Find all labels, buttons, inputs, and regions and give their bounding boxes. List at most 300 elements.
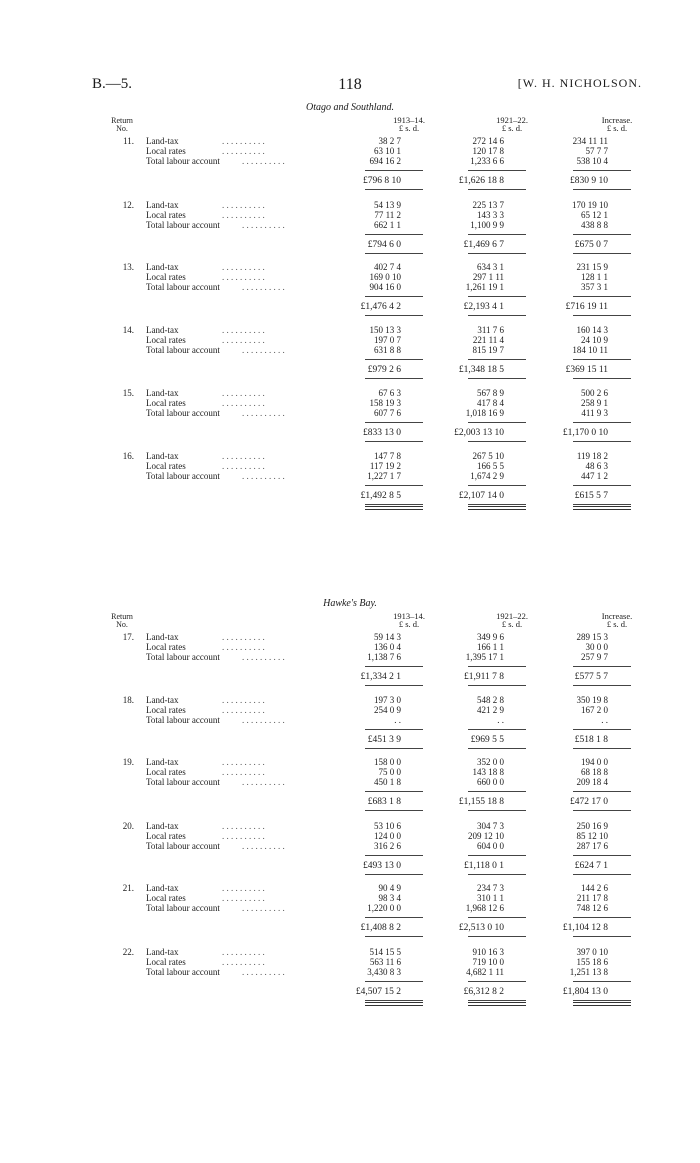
rule-line xyxy=(468,422,526,423)
leader-dots: . . . . . . . . . . xyxy=(242,903,285,913)
rule-line xyxy=(573,234,631,235)
table-cell: 155 18 6 xyxy=(576,957,608,967)
author-name: [W. H. NICHOLSON. xyxy=(517,76,642,90)
table-cell: 1,968 12 6 xyxy=(465,903,504,913)
rule-line xyxy=(468,810,526,811)
table-cell: 98 3 4 xyxy=(378,893,401,903)
rule-line xyxy=(468,855,526,856)
leader-dots: . . . . . . . . . . xyxy=(222,757,265,767)
return-number: 22. xyxy=(122,947,134,957)
leader-dots: . . . . . . . . . . xyxy=(222,451,265,461)
table-cell: 1,220 0 0 xyxy=(367,903,401,913)
table-cell: 1,233 6 6 xyxy=(470,156,504,166)
table-cell: 662 1 1 xyxy=(374,220,401,230)
total-cell: £577 5 7 xyxy=(574,672,608,682)
rule-line xyxy=(468,189,526,190)
total-cell: £979 2 6 xyxy=(367,365,401,375)
rule-line xyxy=(365,315,423,316)
table-cell: 150 13 3 xyxy=(369,325,401,335)
table-cell: 4,682 1 11 xyxy=(466,967,504,977)
table-cell: 352 0 0 xyxy=(477,757,504,767)
total-cell: £833 13 0 xyxy=(363,428,401,438)
table-cell: 63 10 1 xyxy=(374,146,401,156)
row-label: Land-tax xyxy=(146,821,179,831)
total-cell: £6,312 8 2 xyxy=(463,987,504,997)
rule-line xyxy=(468,234,526,235)
return-number: 19. xyxy=(122,757,134,767)
row-label: Land-tax xyxy=(146,695,179,705)
rule-line xyxy=(468,485,526,486)
leader-dots: . . . . . . . . . . xyxy=(242,967,285,977)
table-cell: 397 0 10 xyxy=(576,947,608,957)
row-label: Land-tax xyxy=(146,451,179,461)
row-label: Total labour account xyxy=(146,967,220,977)
table-cell: 607 7 6 xyxy=(374,408,401,418)
table-cell: 904 16 0 xyxy=(369,282,401,292)
rule-line xyxy=(573,504,631,505)
table-cell: 166 1 1 xyxy=(477,642,504,652)
leader-dots: . . . . . . . . . . xyxy=(222,831,265,841)
rule-line xyxy=(365,441,423,442)
return-label: Return xyxy=(111,116,133,125)
rule-line xyxy=(573,791,631,792)
table-cell: 538 10 4 xyxy=(576,156,608,166)
total-cell: £1,492 8 5 xyxy=(360,491,401,501)
total-cell: £716 19 11 xyxy=(565,302,608,312)
return-number: 21. xyxy=(122,883,134,893)
leader-dots: . . . . . . . . . . xyxy=(222,947,265,957)
table-cell: 117 19 2 xyxy=(369,461,401,471)
units-header: £ s. d. xyxy=(398,619,420,629)
leader-dots: . . . . . . . . . . xyxy=(222,705,265,715)
total-cell: £1,626 18 8 xyxy=(458,176,504,186)
leader-dots: . . . . . . . . . . xyxy=(222,398,265,408)
return-number: 15. xyxy=(122,388,134,398)
rule-line xyxy=(365,791,423,792)
leader-dots: . . . . . . . . . . xyxy=(242,282,285,292)
total-cell: £2,513 0 10 xyxy=(458,923,504,933)
return-number: 17. xyxy=(122,632,134,642)
rule-line xyxy=(365,729,423,730)
total-cell: £2,107 14 0 xyxy=(458,491,504,501)
double-rule xyxy=(365,506,423,510)
table-cell: 514 15 5 xyxy=(369,947,401,957)
leader-dots: . . . . . . . . . . xyxy=(222,136,265,146)
leader-dots: . . . . . . . . . . xyxy=(242,345,285,355)
row-label: Local rates xyxy=(146,957,186,967)
table-cell: 48 6 3 xyxy=(585,461,608,471)
column-header: 1921–22. xyxy=(496,611,528,621)
rule-line xyxy=(573,253,631,254)
rule-line xyxy=(365,189,423,190)
leader-dots: . . . . . . . . . . xyxy=(222,695,265,705)
return-number: 16. xyxy=(122,451,134,461)
return-label: Return xyxy=(111,612,133,621)
rule-line xyxy=(468,917,526,918)
table-cell: . . xyxy=(497,715,504,725)
table-cell: 910 16 3 xyxy=(472,947,504,957)
rule-line xyxy=(365,1000,423,1001)
units-header: £ s. d. xyxy=(606,123,628,133)
total-cell: £1,911 7 8 xyxy=(463,672,504,682)
rule-line xyxy=(468,1000,526,1001)
total-cell: £1,804 13 0 xyxy=(562,987,608,997)
rule-line xyxy=(573,810,631,811)
table-cell: 438 8 8 xyxy=(581,220,608,230)
rule-line xyxy=(573,296,631,297)
leader-dots: . . . . . . . . . . xyxy=(222,335,265,345)
no-label: No. xyxy=(116,620,128,629)
table-cell: 719 10 0 xyxy=(472,957,504,967)
table-cell: 65 12 1 xyxy=(581,210,608,220)
table-cell: 257 9 7 xyxy=(581,652,608,662)
rule-line xyxy=(573,378,631,379)
rule-line xyxy=(468,748,526,749)
leader-dots: . . . . . . . . . . xyxy=(242,156,285,166)
table-cell: 563 11 6 xyxy=(369,957,401,967)
row-label: Land-tax xyxy=(146,388,179,398)
total-cell: £493 13 0 xyxy=(363,861,401,871)
table-cell: 225 13 7 xyxy=(472,200,504,210)
table-cell: 197 3 0 xyxy=(374,695,401,705)
total-cell: £624 7 1 xyxy=(574,861,608,871)
leader-dots: . . . . . . . . . . xyxy=(222,821,265,831)
units-header: £ s. d. xyxy=(606,619,628,629)
table-cell: 402 7 4 xyxy=(374,262,401,272)
table-cell: 604 0 0 xyxy=(477,841,504,851)
table-cell: 310 1 1 xyxy=(477,893,504,903)
leader-dots: . . . . . . . . . . xyxy=(222,461,265,471)
row-label: Total labour account xyxy=(146,777,220,787)
rule-line xyxy=(365,485,423,486)
rule-line xyxy=(468,666,526,667)
table-cell: 170 19 10 xyxy=(572,200,608,210)
rule-line xyxy=(365,855,423,856)
rule-line xyxy=(468,359,526,360)
table-cell: 1,100 9 9 xyxy=(470,220,504,230)
leader-dots: . . . . . . . . . . xyxy=(222,767,265,777)
table-cell: 1,018 16 9 xyxy=(465,408,504,418)
row-label: Total labour account xyxy=(146,408,220,418)
table-cell: 75 0 0 xyxy=(378,767,401,777)
rule-line xyxy=(573,1000,631,1001)
rule-line xyxy=(365,378,423,379)
table-cell: 567 8 9 xyxy=(477,388,504,398)
double-rule xyxy=(573,506,631,510)
table-cell: . . xyxy=(601,715,608,725)
row-label: Total labour account xyxy=(146,471,220,481)
table-cell: 57 7 7 xyxy=(585,146,608,156)
table-cell: 53 10 6 xyxy=(374,821,401,831)
row-label: Local rates xyxy=(146,893,186,903)
rule-line xyxy=(468,981,526,982)
leader-dots: . . . . . . . . . . xyxy=(222,957,265,967)
rule-line xyxy=(365,685,423,686)
leader-dots: . . . . . . . . . . xyxy=(242,715,285,725)
table-cell: 411 9 3 xyxy=(581,408,608,418)
table-cell: 316 2 6 xyxy=(374,841,401,851)
rule-line xyxy=(573,729,631,730)
table-cell: 447 1 2 xyxy=(581,471,608,481)
table-cell: 258 9 1 xyxy=(581,398,608,408)
table-cell: 500 2 6 xyxy=(581,388,608,398)
units-header: £ s. d. xyxy=(501,619,523,629)
rule-line xyxy=(468,378,526,379)
table-cell: 158 19 3 xyxy=(369,398,401,408)
leader-dots: . . . . . . . . . . xyxy=(242,408,285,418)
row-label: Local rates xyxy=(146,272,186,282)
leader-dots: . . . . . . . . . . xyxy=(222,632,265,642)
table-cell: 68 18 8 xyxy=(581,767,608,777)
leader-dots: . . . . . . . . . . xyxy=(242,777,285,787)
table-cell: 267 5 10 xyxy=(472,451,504,461)
row-label: Land-tax xyxy=(146,883,179,893)
table-cell: 90 4 9 xyxy=(378,883,401,893)
row-label: Local rates xyxy=(146,767,186,777)
rule-line xyxy=(365,359,423,360)
section-title: Hawke's Bay. xyxy=(323,598,377,609)
row-label: Land-tax xyxy=(146,136,179,146)
total-cell: £1,476 4 2 xyxy=(360,302,401,312)
row-label: Land-tax xyxy=(146,947,179,957)
rule-line xyxy=(365,504,423,505)
table-cell: 311 7 6 xyxy=(477,325,504,335)
table-cell: 38 2 7 xyxy=(378,136,401,146)
table-cell: 1,251 13 8 xyxy=(569,967,608,977)
rule-line xyxy=(468,441,526,442)
table-cell: 54 13 9 xyxy=(374,200,401,210)
double-rule xyxy=(468,1002,526,1006)
rule-line xyxy=(365,936,423,937)
leader-dots: . . . . . . . . . . xyxy=(242,652,285,662)
rule-line xyxy=(365,874,423,875)
total-cell: £1,118 0 1 xyxy=(463,861,504,871)
rule-line xyxy=(365,666,423,667)
table-cell: 748 12 6 xyxy=(576,903,608,913)
table-cell: 167 2 0 xyxy=(581,705,608,715)
table-cell: 119 18 2 xyxy=(576,451,608,461)
rule-line xyxy=(573,936,631,937)
table-cell: 417 8 4 xyxy=(477,398,504,408)
rule-line xyxy=(468,685,526,686)
total-cell: £794 6 0 xyxy=(367,240,401,250)
row-label: Total labour account xyxy=(146,156,220,166)
table-cell: 221 11 4 xyxy=(472,335,504,345)
rule-line xyxy=(365,917,423,918)
rule-line xyxy=(365,253,423,254)
row-label: Land-tax xyxy=(146,325,179,335)
table-cell: 634 3 1 xyxy=(477,262,504,272)
table-cell: 136 0 4 xyxy=(374,642,401,652)
row-label: Local rates xyxy=(146,210,186,220)
document-code: B.—5. xyxy=(92,76,133,92)
rule-line xyxy=(573,485,631,486)
table-cell: 128 1 1 xyxy=(581,272,608,282)
table-cell: 1,395 17 1 xyxy=(465,652,504,662)
total-cell: £830 9 10 xyxy=(570,176,608,186)
column-header: 1913–14. xyxy=(393,115,425,125)
rule-line xyxy=(573,666,631,667)
table-cell: 77 11 2 xyxy=(374,210,401,220)
table-cell: 287 17 6 xyxy=(576,841,608,851)
table-cell: 211 17 8 xyxy=(576,893,608,903)
table-cell: 234 11 11 xyxy=(572,136,608,146)
table-cell: 147 7 8 xyxy=(374,451,401,461)
rule-line xyxy=(573,441,631,442)
column-header: 1921–22. xyxy=(496,115,528,125)
row-label: Total labour account xyxy=(146,220,220,230)
row-label: Total labour account xyxy=(146,903,220,913)
total-cell: £796 8 10 xyxy=(363,176,401,186)
table-cell: 194 0 0 xyxy=(581,757,608,767)
table-cell: 85 12 10 xyxy=(576,831,608,841)
rule-line xyxy=(573,422,631,423)
leader-dots: . . . . . . . . . . xyxy=(242,220,285,230)
row-label: Land-tax xyxy=(146,757,179,767)
row-label: Local rates xyxy=(146,831,186,841)
table-cell: 124 0 0 xyxy=(374,831,401,841)
units-header: £ s. d. xyxy=(398,123,420,133)
total-cell: £369 15 11 xyxy=(565,365,608,375)
total-cell: £1,104 12 8 xyxy=(562,923,608,933)
rule-line xyxy=(365,422,423,423)
double-rule xyxy=(573,1002,631,1006)
rule-line xyxy=(365,234,423,235)
table-cell: 250 16 9 xyxy=(576,821,608,831)
leader-dots: . . . . . . . . . . xyxy=(222,325,265,335)
table-cell: 184 10 11 xyxy=(572,345,608,355)
table-cell: 421 2 9 xyxy=(477,705,504,715)
rule-line xyxy=(365,981,423,982)
rule-line xyxy=(573,359,631,360)
total-cell: £969 5 5 xyxy=(470,735,504,745)
table-cell: 815 19 7 xyxy=(472,345,504,355)
rule-line xyxy=(468,791,526,792)
row-label: Land-tax xyxy=(146,200,179,210)
leader-dots: . . . . . . . . . . xyxy=(242,471,285,481)
rule-line xyxy=(468,253,526,254)
table-cell: 24 10 9 xyxy=(581,335,608,345)
return-number: 18. xyxy=(122,695,134,705)
column-header: Increase. xyxy=(601,115,633,125)
table-cell: 169 0 10 xyxy=(369,272,401,282)
rule-line xyxy=(573,315,631,316)
table-cell: 357 3 1 xyxy=(581,282,608,292)
table-cell: 1,674 2 9 xyxy=(470,471,504,481)
table-cell: 548 2 8 xyxy=(477,695,504,705)
rule-line xyxy=(365,810,423,811)
leader-dots: . . . . . . . . . . xyxy=(222,893,265,903)
total-cell: £683 1 8 xyxy=(367,797,401,807)
rule-line xyxy=(573,189,631,190)
total-cell: £472 17 0 xyxy=(570,797,608,807)
units-header: £ s. d. xyxy=(501,123,523,133)
row-label: Total labour account xyxy=(146,715,220,725)
table-cell: 1,227 1 7 xyxy=(367,471,401,481)
row-label: Local rates xyxy=(146,398,186,408)
total-cell: £1,170 0 10 xyxy=(562,428,608,438)
table-cell: . . xyxy=(394,715,401,725)
return-number: 13. xyxy=(122,262,134,272)
total-cell: £1,469 6 7 xyxy=(463,240,504,250)
rule-line xyxy=(468,729,526,730)
table-cell: 289 15 3 xyxy=(576,632,608,642)
table-cell: 59 14 3 xyxy=(374,632,401,642)
row-label: Local rates xyxy=(146,705,186,715)
return-number: 20. xyxy=(122,821,134,831)
row-label: Local rates xyxy=(146,461,186,471)
rule-line xyxy=(468,296,526,297)
table-cell: 160 14 3 xyxy=(576,325,608,335)
row-label: Total labour account xyxy=(146,652,220,662)
table-cell: 350 19 8 xyxy=(576,695,608,705)
rule-line xyxy=(573,748,631,749)
row-label: Local rates xyxy=(146,335,186,345)
table-cell: 120 17 8 xyxy=(472,146,504,156)
double-rule xyxy=(365,1002,423,1006)
rule-line xyxy=(573,170,631,171)
table-cell: 209 12 10 xyxy=(468,831,504,841)
column-header: 1913–14. xyxy=(393,611,425,621)
section-title: Otago and Southland. xyxy=(305,102,395,113)
total-cell: £451 3 9 xyxy=(367,735,401,745)
leader-dots: . . . . . . . . . . xyxy=(222,200,265,210)
table-cell: 144 2 6 xyxy=(581,883,608,893)
rule-line xyxy=(468,170,526,171)
table-cell: 304 7 3 xyxy=(477,821,504,831)
table-cell: 197 0 7 xyxy=(374,335,401,345)
table-cell: 67 6 3 xyxy=(378,388,401,398)
table-cell: 234 7 3 xyxy=(477,883,504,893)
table-cell: 1,138 7 6 xyxy=(367,652,401,662)
leader-dots: . . . . . . . . . . xyxy=(222,642,265,652)
rule-line xyxy=(468,504,526,505)
row-label: Local rates xyxy=(146,642,186,652)
return-number: 14. xyxy=(122,325,134,335)
table-cell: 631 8 8 xyxy=(374,345,401,355)
leader-dots: . . . . . . . . . . xyxy=(222,146,265,156)
table-cell: 143 3 3 xyxy=(477,210,504,220)
total-cell: £518 1 8 xyxy=(574,735,608,745)
total-cell: £615 5 7 xyxy=(574,491,608,501)
total-cell: £675 0 7 xyxy=(574,240,608,250)
row-label: Total labour account xyxy=(146,282,220,292)
table-cell: 660 0 0 xyxy=(477,777,504,787)
rule-line xyxy=(573,917,631,918)
leader-dots: . . . . . . . . . . xyxy=(222,388,265,398)
rule-line xyxy=(573,981,631,982)
leader-dots: . . . . . . . . . . xyxy=(222,272,265,282)
rule-line xyxy=(468,936,526,937)
table-cell: 166 5 5 xyxy=(477,461,504,471)
rule-line xyxy=(468,315,526,316)
rule-line xyxy=(365,170,423,171)
total-cell: £4,507 15 2 xyxy=(355,987,401,997)
no-label: No. xyxy=(116,124,128,133)
column-header: Increase. xyxy=(601,611,633,621)
page-number: 118 xyxy=(338,76,362,93)
total-cell: £1,348 18 5 xyxy=(458,365,504,375)
total-cell: £1,408 8 2 xyxy=(360,923,401,933)
table-cell: 143 18 8 xyxy=(472,767,504,777)
total-cell: £1,155 18 8 xyxy=(458,797,504,807)
table-cell: 30 0 0 xyxy=(585,642,608,652)
rule-line xyxy=(365,296,423,297)
rule-line xyxy=(468,874,526,875)
leader-dots: . . . . . . . . . . xyxy=(222,210,265,220)
total-cell: £2,193 4 1 xyxy=(463,302,504,312)
table-cell: 254 0 9 xyxy=(374,705,401,715)
